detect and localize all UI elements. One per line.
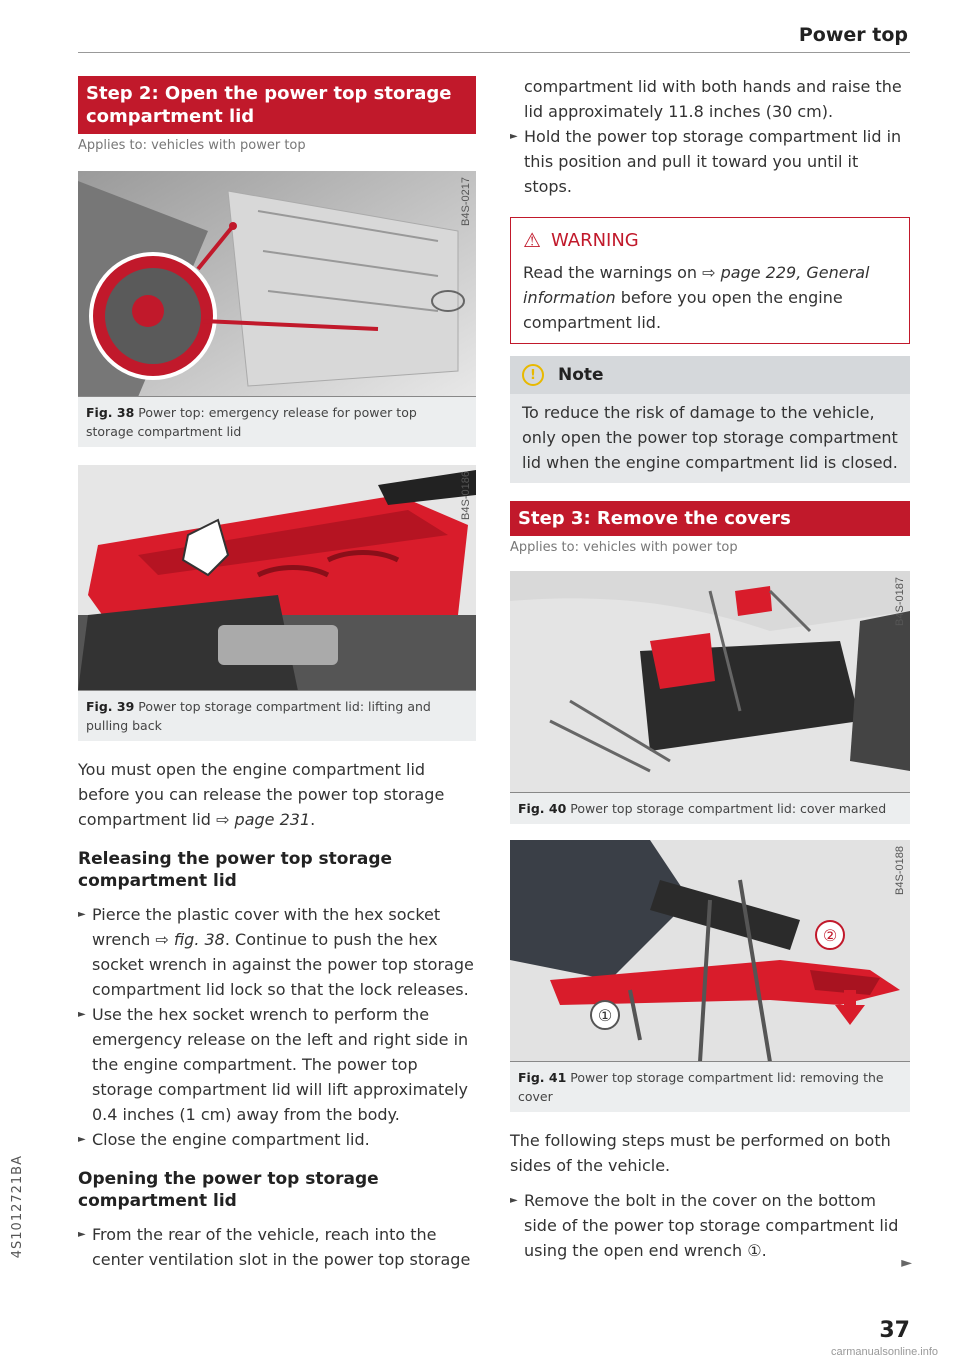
heading-opening: Opening the power top storage compartment lid xyxy=(78,1169,379,1211)
step2-applies: Applies to: vehicles with power top xyxy=(78,138,306,153)
warning-body xyxy=(511,256,909,343)
intro-text: You must open the engine compartment lid before you can release the power top storage compartment lid xyxy=(78,760,445,829)
bullet6-ref: ① xyxy=(747,1241,762,1260)
fig39-label: Fig. 39 xyxy=(86,699,135,714)
fig41-callout-1: ① xyxy=(597,1006,613,1025)
list-item: ► Hold the power top storage compartment lid in this position and pull it toward you until it stops. xyxy=(510,124,910,199)
warning-triangle-icon: ⚠ xyxy=(523,228,541,252)
bullet1-text-b: . Continue to push the hex socket wrench in against the power top storage compartment lid lock so that the lock releases. xyxy=(92,930,474,999)
engine-bay-illustration xyxy=(78,171,476,397)
note-header xyxy=(510,356,910,394)
continued-text: compartment lid with both hands and raise the lid approximately 11.8 inches (30 cm). xyxy=(524,77,902,121)
list-item xyxy=(78,902,476,1002)
list-item xyxy=(510,1188,910,1263)
continue-arrow-icon: ► xyxy=(901,1255,912,1271)
fig39-caption xyxy=(78,691,476,741)
page-number: 37 xyxy=(879,1318,910,1343)
note-box xyxy=(510,356,910,483)
cover-marked-illustration xyxy=(510,571,910,793)
bullet6-end: . xyxy=(761,1241,767,1260)
fig38-caption-text: Power top: emergency release for power top storage compartment lid xyxy=(86,405,417,439)
step3-title: Step 3: Remove the covers xyxy=(510,501,910,536)
warning-title: WARNING xyxy=(550,229,639,251)
fig41-label: Fig. 41 xyxy=(518,1070,567,1085)
fig40-image xyxy=(510,571,910,793)
figure-40 xyxy=(510,571,910,824)
bullet1-text-a: Pierce the plastic cover with the hex socket wrench xyxy=(92,905,441,949)
list-item: ► From the rear of the vehicle, reach into the center ventilation slot in the power top storage xyxy=(78,1222,476,1272)
fig39-code: B4S-0186 xyxy=(460,471,472,520)
warning-page-ref[interactable]: ⇨ page 229, General information xyxy=(523,263,870,307)
warning-text-b: before you open the engine compartment lid. xyxy=(523,288,843,332)
left-column xyxy=(78,76,476,1272)
intro-end: . xyxy=(310,810,316,829)
fig40-code: B4S-0187 xyxy=(894,577,906,626)
fig41-callout-2: ② xyxy=(822,926,838,945)
figure-39 xyxy=(78,465,476,741)
list-item: ► Close the engine compartment lid. xyxy=(78,1127,476,1152)
fig41-caption-text: Power top storage compartment lid: removing the cover xyxy=(518,1070,884,1104)
cover-removal-illustration xyxy=(510,840,910,1062)
header-rule xyxy=(78,52,910,53)
step2-title: Step 2: Open the power top storage compartment lid xyxy=(78,76,476,134)
fig41-code: B4S-0188 xyxy=(894,846,906,895)
note-exclamation-icon: ! xyxy=(522,364,544,386)
fig38-ref-link[interactable]: ⇨ fig. 38 xyxy=(155,930,225,949)
release-steps xyxy=(78,902,476,1152)
fig41-image xyxy=(510,840,910,1062)
fig39-caption-text: Power top storage compartment lid: lifting and pulling back xyxy=(86,699,431,733)
fig38-code: B4S-0217 xyxy=(460,177,472,226)
intro-page-ref[interactable]: ⇨ page 231 xyxy=(216,810,311,829)
fig41-caption xyxy=(510,1062,910,1112)
list-item: ► Use the hex socket wrench to perform the emergency release on the left and right side in the engine compartment. The power top storage compartment lid will lift approximately 0.4 inches (1 cm) away from the body. xyxy=(78,1002,476,1127)
fig40-caption-text: Power top storage compartment lid: cover marked xyxy=(570,801,887,816)
fig38-caption xyxy=(78,397,476,447)
steps-intro: The following steps must be performed on both sides of the vehicle. xyxy=(510,1131,891,1175)
fig39-image xyxy=(78,465,476,691)
fig40-label: Fig. 40 xyxy=(518,801,567,816)
figure-41 xyxy=(510,840,910,1112)
watermark: carmanualsonline.info xyxy=(830,1346,938,1358)
heading-releasing: Releasing the power top storage compartment lid xyxy=(78,849,393,891)
remove-steps xyxy=(510,1188,910,1263)
section-title: Power top xyxy=(798,24,908,46)
step3-applies: Applies to: vehicles with power top xyxy=(510,540,738,555)
note-title: Note xyxy=(558,365,604,385)
bullet6-text: Remove the bolt in the cover on the bottom side of the power top storage compartment lid using the open end wrench xyxy=(524,1191,899,1260)
document-code: 4S1012721BA xyxy=(10,1155,25,1259)
fig40-caption xyxy=(510,793,910,824)
hold-steps xyxy=(510,124,910,199)
storage-lid-illustration xyxy=(78,465,476,691)
figure-38 xyxy=(78,171,476,447)
warning-text-a: Read the warnings on xyxy=(523,263,703,282)
right-column xyxy=(510,74,910,1263)
opening-steps xyxy=(78,1222,476,1272)
note-text: To reduce the risk of damage to the vehicle, only open the power top storage compartment lid when the engine compartment lid is closed. xyxy=(522,403,898,472)
fig38-label: Fig. 38 xyxy=(86,405,135,420)
warning-box xyxy=(510,217,910,344)
warning-header xyxy=(511,218,909,256)
intro-paragraph xyxy=(78,757,476,832)
fig38-image xyxy=(78,171,476,397)
